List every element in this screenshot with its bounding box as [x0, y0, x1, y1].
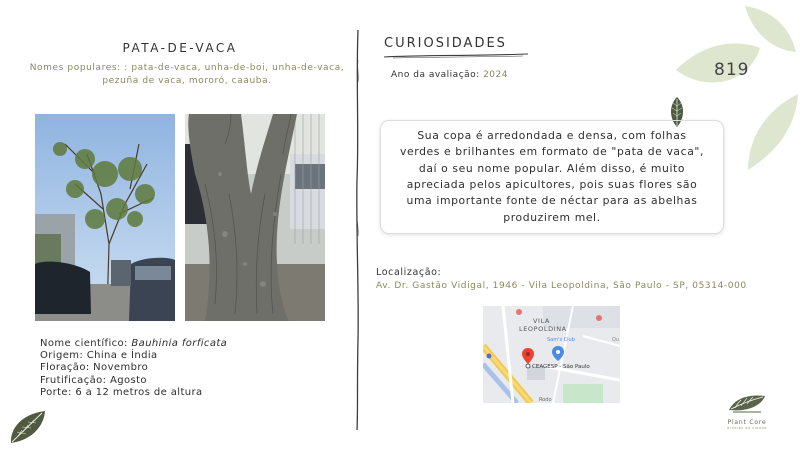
leaf-bottom-left-icon	[8, 408, 48, 446]
curiosity-text: Sua copa é arredondada e densa, com folhas verdes e brilhantes em formato de "pata de vaca", daí o seu nome popular. Além disso, é muito apreciada pelos apicultores, pois suas flores são uma importante fonte de néctar para as abelhas produzirem mel.	[399, 129, 705, 224]
map-district-label: VILA	[533, 317, 550, 325]
curiosity-card	[380, 120, 724, 234]
location-label: Localização:	[376, 267, 442, 278]
map-edge-label: Qu	[612, 337, 620, 343]
location-map[interactable]	[483, 306, 620, 403]
map-road-label: Rodo	[539, 397, 552, 403]
facts-list	[40, 338, 227, 399]
curiosities-title: CURIOSIDADES	[384, 36, 507, 51]
fact-flowering: Floração: Novembro	[40, 362, 149, 374]
evaluation-year-value: 2024	[483, 70, 508, 80]
title-underline	[383, 52, 529, 60]
evaluation-year: Ano da avaliação: 2024	[391, 70, 508, 80]
evaluation-number: 819	[714, 60, 750, 80]
map-poi-label-2: CEAGESP - São Paulo	[532, 364, 590, 370]
logo-tagline: árvores da cidade	[727, 426, 767, 430]
trunk-photo	[185, 114, 325, 321]
popular-names: Nomes populares: : pata-de-vaca, unha-de-boi, unha-de-vaca, pezuña de vaca, mororó, caauba.	[29, 63, 345, 86]
fact-scientific-name: Nome científico: Bauhinia forficata	[40, 338, 228, 349]
fact-origin: Origem: China e Índia	[40, 350, 158, 362]
map-poi-label-1: Sam's Club	[547, 337, 575, 343]
scientific-name-value: Bauhinia forficata	[131, 338, 228, 349]
location-address: Av. Dr. Gastão Vidigal, 1946 - Vila Leopoldina, São Paulo - SP, 05314-000	[376, 281, 747, 291]
logo-name: Plant Core	[727, 419, 767, 426]
fact-fruiting: Frutificação: Agosto	[40, 374, 147, 386]
fact-size: Porte: 6 a 12 metros de altura	[40, 386, 203, 398]
species-title: PATA-DE-VACA	[122, 41, 238, 55]
logo-leaf-icon	[727, 392, 767, 414]
map-district-label-2: LEOPOLDINA	[519, 325, 567, 333]
column-divider	[350, 30, 366, 430]
plant-core-logo	[718, 392, 776, 432]
tree-photo	[35, 114, 175, 321]
